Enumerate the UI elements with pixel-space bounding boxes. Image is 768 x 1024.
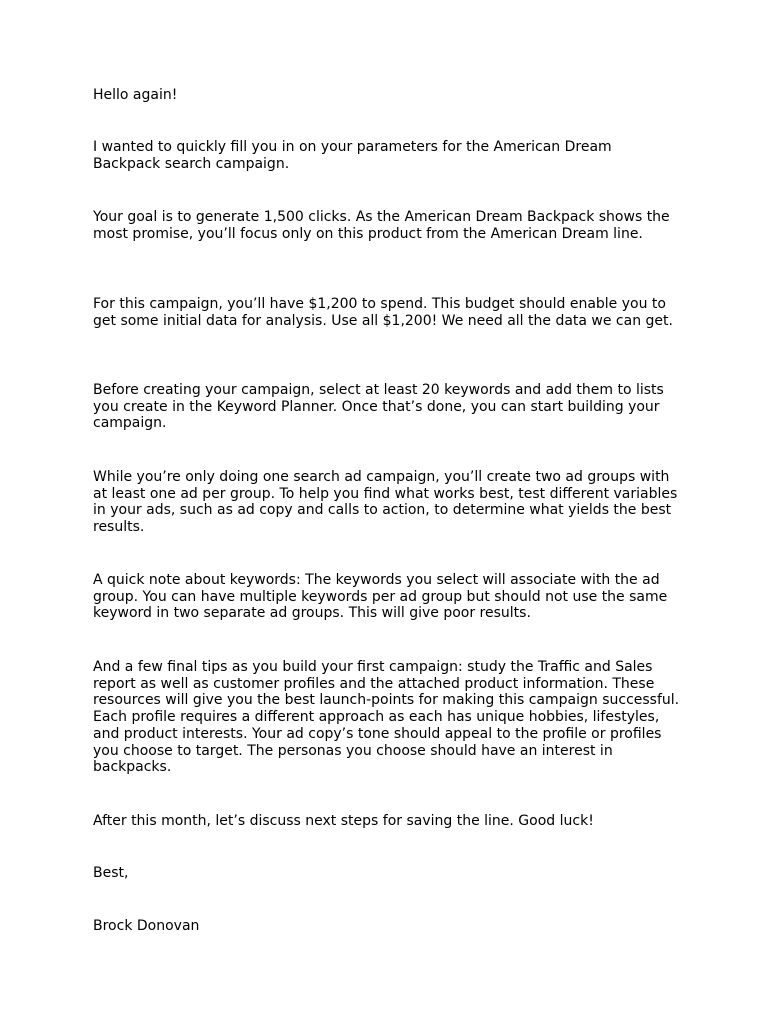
paragraph-next-steps: After this month, let’s discuss next steps for saving the line. Good luck!: [93, 813, 594, 829]
letter-signature: Brock Donovan: [93, 918, 200, 934]
paragraph-campaign-intro: I wanted to quickly fill you in on your parameters for the American Dream Backpack search campaign.: [93, 139, 612, 172]
paragraph-budget: For this campaign, you’ll have $1,200 to spend. This budget should enable you to get some initial data for analysis. Use all $1,200! We need all the data we can get.: [93, 296, 673, 329]
letter-greeting: Hello again!: [93, 87, 178, 103]
paragraph-ad-groups: While you’re only doing one search ad campaign, you’ll create two ad groups with at least one ad per group. To help you find what works best, test different variables in your ads, such as ad copy and calls to action, to determine what yields the best results.: [93, 469, 678, 536]
letter-closing: Best,: [93, 865, 129, 881]
paragraph-final-tips: And a few final tips as you build your first campaign: study the Traffic and Sales report as well as customer profiles and the attached product information. These resources will give you the best launch-points for making this campaign successful. Each profile requires a different approach as each has unique hobbies, lifestyles, and product interests. Your ad copy’s tone should appeal to the profile or profiles you choose to target. The personas you choose should have an interest in backpacks.: [93, 659, 680, 776]
paragraph-keywords-note: A quick note about keywords: The keywords you select will associate with the ad group. You can have multiple keywords per ad group but should not use the same keyword in two separate ad groups. This will give poor results.: [93, 572, 668, 622]
paragraph-keyword-planner: Before creating your campaign, select at least 20 keywords and add them to lists you create in the Keyword Planner. Once that’s done, you can start building your campaign.: [93, 382, 664, 432]
paragraph-click-goal: Your goal is to generate 1,500 clicks. As the American Dream Backpack shows the most promise, you’ll focus only on this product from the American Dream line.: [93, 209, 670, 242]
